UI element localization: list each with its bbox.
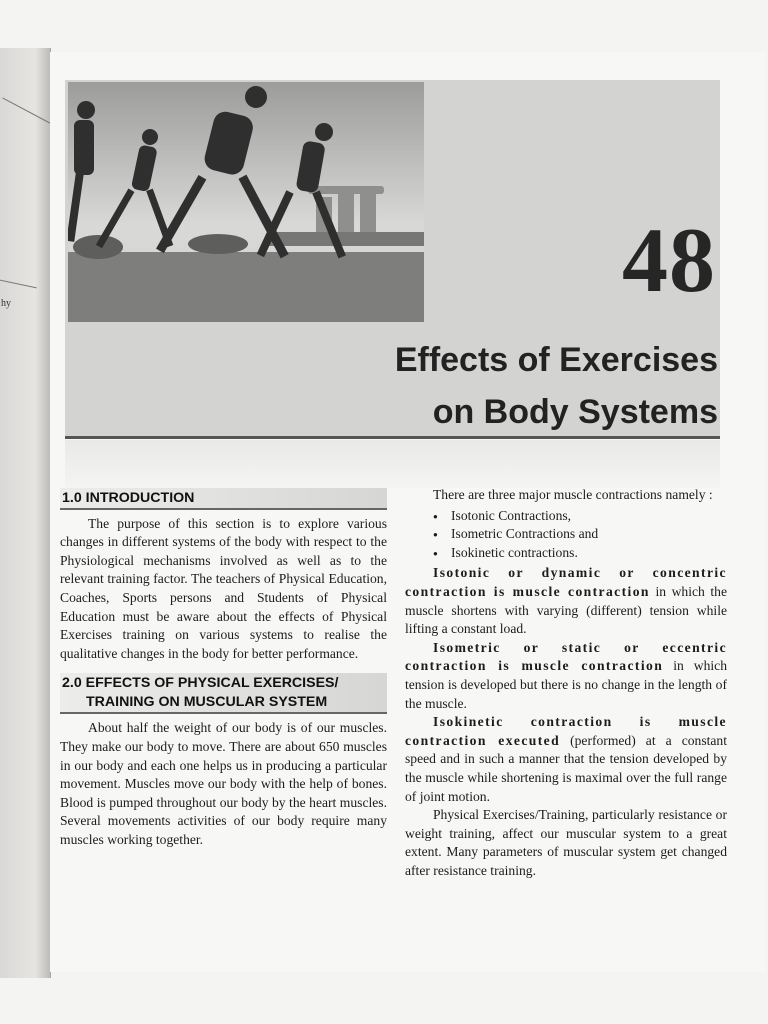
isokinetic-definition [405, 713, 727, 806]
isometric-definition [405, 639, 727, 713]
definition-text: in which tension is developed but there is no change in the length of the muscle. [405, 658, 727, 711]
runners-photo-illustration [68, 82, 424, 322]
list-item: ● Isotonic Contractions, [451, 507, 727, 526]
heading-line: 2.0 EFFECTS OF PHYSICAL EXERCISES/ [62, 675, 339, 692]
term-bold: Isotonic or dynamic or concentric contraction is muscle contraction [405, 565, 727, 599]
isotonic-definition [405, 564, 727, 638]
closing-paragraph: Physical Exercises/Training, particularly resistance or weight training, affect our muscular system to a great extent. Many parameters of muscular system get changed after resistance training. [405, 807, 727, 878]
left-column [60, 488, 387, 850]
list-item: ● Isokinetic contractions. [451, 544, 727, 563]
heading-line: TRAINING ON MUSCULAR SYSTEM [86, 694, 328, 711]
chapter-title-line: on Body Systems [432, 393, 718, 431]
term-bold: Isokinetic contraction is muscle contraction executed [405, 714, 727, 748]
chapter-title-line: Effects of Exercises [394, 341, 718, 379]
muscular-system-paragraph: About half the weight of our body is of our muscles. They make our body to move. There are about 650 muscles in our body and each one helps us in producing a particular movement. Muscles move our body with the help of bones. Blood is pumped throughout our body by the heart muscles. Several movements activities of our body require many muscles working together. [60, 720, 387, 847]
show-through-area [65, 440, 720, 488]
definition-text: (performed) at a constant speed and in such a manner that the tension developed by the muscle while shortening is maximal over the full range of joint motion. [405, 732, 728, 804]
book-page [50, 52, 766, 972]
chapter-title [395, 334, 718, 438]
section-heading-muscular-system [60, 673, 387, 714]
previous-page-edge [0, 48, 51, 978]
previous-page-text-fragment: hy [1, 298, 11, 309]
contractions-intro: There are three major muscle contractions namely : [433, 487, 713, 502]
chapter-number: 48 [622, 209, 716, 311]
runners-photo [68, 82, 424, 322]
title-divider [65, 436, 720, 439]
right-column [405, 486, 727, 880]
page-curve-line [0, 97, 51, 159]
grass-field [68, 252, 424, 322]
term-bold: Isometric or static or eccentric contraction is muscle contraction [405, 639, 727, 674]
list-item: ● Isometric Contractions and [451, 525, 727, 544]
introduction-paragraph: The purpose of this section is to explore various changes in different systems of the body with respect to the Physiological mechanisms involved as well as to the relevant training factor. The teachers of Physical Education, Coaches, Sports persons and Students of Physical Education must be aware about the effects of Physical Exercises training on various systems to realise the qualitative changes in the body for better performance. [60, 515, 387, 661]
definition-text: in which the muscle shortens with varying (different) tension while lifting a constant load. [405, 583, 727, 637]
contraction-types-list [405, 507, 727, 563]
section-heading-introduction: 1.0 INTRODUCTION [60, 488, 387, 510]
